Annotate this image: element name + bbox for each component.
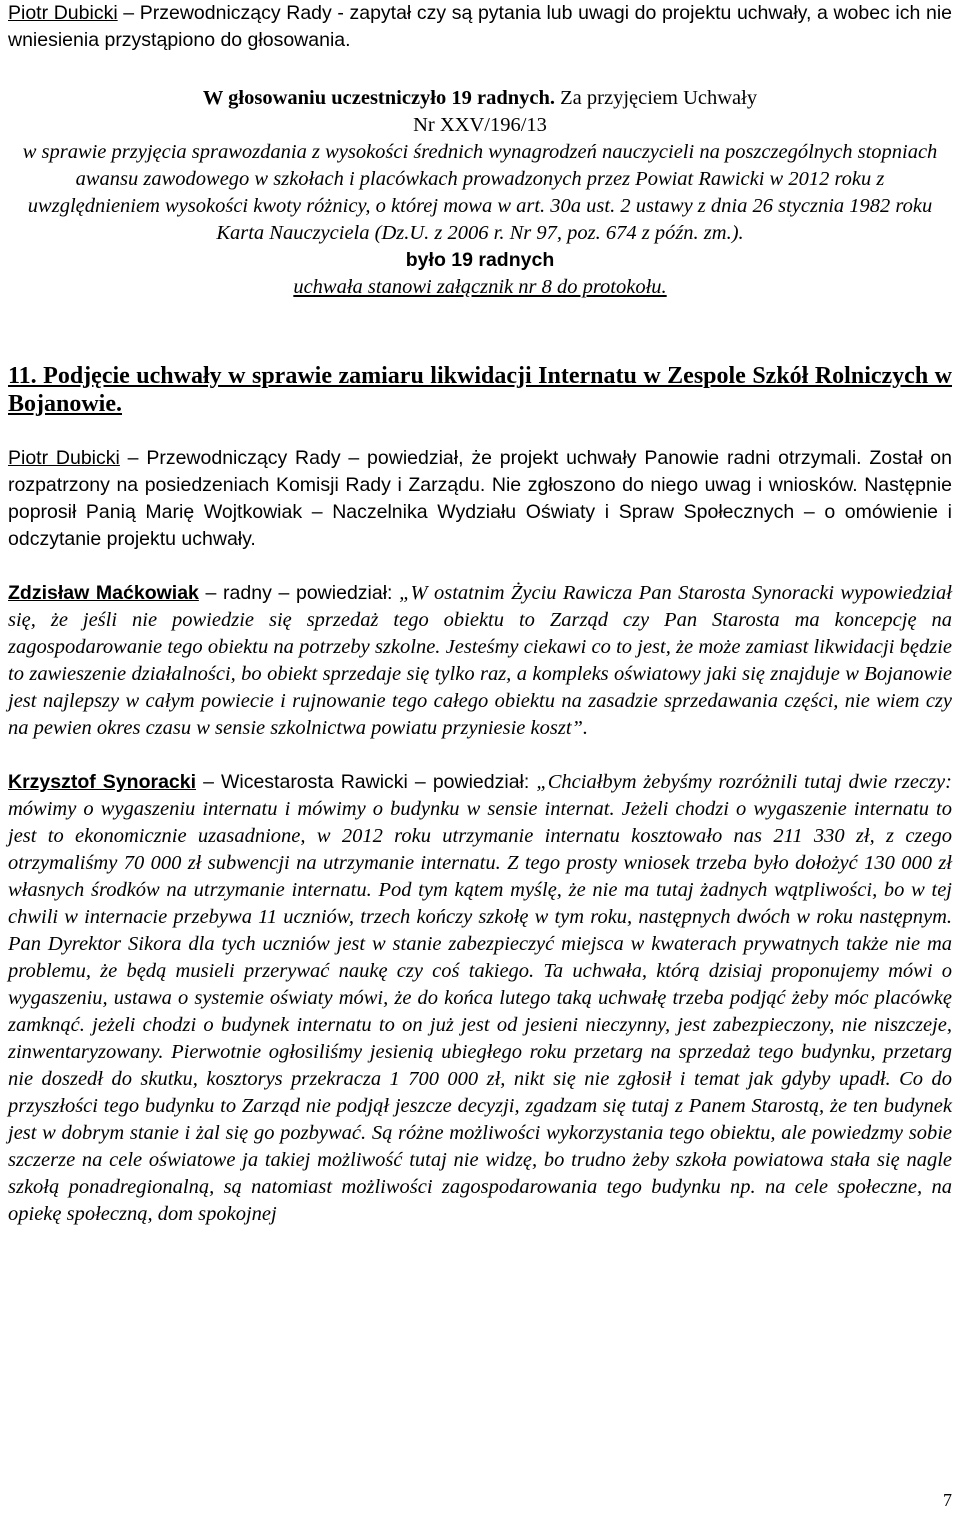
speaker-role: – Wicestarosta Rawicki – powiedział: [196, 771, 537, 793]
quoted-statement: „Chciałbym żebyśmy rozróżnili tutaj dwie rzeczy: mówimy o wygaszeniu internatu i mówimy o budynku w sensie internat. Jeżeli chodzi o wygaszenie internatu to jest to ekonomicznie uzasadnione, w 2012 roku utrzymanie internatu kosztowało nas 211 330 zł, z czego otrzymaliśmy 70 000 zł subwencji na utrzymanie internatu. Z tego prosty wniosek trzeba było dołożyć 130 000 zł własnych środków na utrzymanie internatu. Pod tym kątem myślę, że nie ma tutaj żadnych wątpliwości, bo w tej chwili w internacie przebywa 11 uczniów, trzech kończy szkołę w tym roku, następnych dwóch w roku następnym. Pan Dyrektor Sikora dla tych uczniów jest w stanie zabezpieczyć miejsca w kwaterach prywatnych także nie ma problemu, że będą musieli przerywać naukę czy coś takiego. Ta uchwała, którą dzisiaj proponujemy mówi o wygaszeniu, ustawa o systemie oświaty mówi, że do końca lutego taką uchwałę trzeba podjąć żeby móc placówkę zamknąć. jeżeli chodzi o budynek internatu to on już jest od jesieni nieczynny, jest zabezpieczony, nie niszczeje, zinwentaryzowany. Pierwotnie ogłosiliśmy jesienią ubiegłego roku przetarg na sprzedaż tego budynku, przetarg nie doszedł do skutku, kosztorys przekracza 1 700 000 zł, nikt się nie zgłosił i temat jak gdyby upadł. Co do przyszłości tego budynku to Zarząd nie podjął jeszcze decyzji, zgadzam się tutaj z Panem Starostą, że ten budynek jest w dobrym stanie i żal się go pozbywać. Są różne możliwości wykorzystania tego obiektu, ale powiedzmy sobie szczerze na cele oświatowe ja takiej możliwość tutaj nie widzę, bo trudno żeby szkoła powiatowa stała się nagle szkołą ponadregionalną, są natomiast możliwości zagospodarowania tego budynku np. na cele społeczne, na opiekę społeczną, dom spokojnej [8, 771, 952, 1225]
paragraph-text: – Przewodniczący Rady - zapytał czy są pytania lub uwagi do projektu uchwały, a wobec ich nie wniesienia przystąpiono do głosowania. [8, 2, 952, 51]
speaker-name: Zdzisław Maćkowiak [8, 582, 199, 604]
resolution-subject: w sprawie przyjęcia sprawozdania z wysokości średnich wynagrodzeń nauczycieli na poszczególnych stopniach awansu zawodowego w szkołach i placówkach prowadzonych przez Powiat Rawicki w 2012 roku z uwzględnieniem wysokości kwoty różnicy, o której mowa w art. 30a ust. 2 ustawy z dnia 26 stycznia 1982 roku Karta Nauczyciela (Dz.U. z 2006 r. Nr 97, poz. 674 z późn. zm.). [22, 141, 938, 244]
paragraph-synoracki [8, 769, 952, 1228]
speaker-name: Krzysztof Synoracki [8, 771, 197, 793]
resolution-attachment: uchwała stanowi załącznik nr 8 do protokołu. [293, 276, 667, 298]
paragraph-chairman-project [8, 445, 952, 553]
vote-participants: W głosowaniu uczestniczyło 19 radnych. [202, 87, 556, 109]
resolution-number: Nr XXV/196/13 [413, 114, 547, 136]
paragraph-text: – Przewodniczący Rady – powiedział, że projekt uchwały Panowie radni otrzymali. Został on rozpatrzony na posiedzeniach Komisji Rady i Zarządu. Nie zgłoszono do niego uwag i wniosków. Następnie poprosił Panią Marię Wojtkowiak – Naczelnika Wydziału Oświaty i Spraw Społecznych – o omówienie i odczytanie projektu uchwały. [8, 447, 952, 550]
section-heading: 11. Podjęcie uchwały w sprawie zamiaru likwidacji Internatu w Zespole Szkół Rolniczych w Bojanowie. [8, 363, 952, 417]
document-page [8, 0, 952, 1228]
speaker-name: Piotr Dubicki [8, 2, 118, 24]
paragraph-mackowiak [8, 580, 952, 742]
page-number: 7 [943, 1490, 952, 1510]
speaker-role: – radny – powiedział: [198, 582, 400, 604]
speaker-name: Piotr Dubicki [8, 447, 120, 469]
quoted-statement: „W ostatnim Życiu Rawicza Pan Starosta Synoracki wypowiedział się, że jeśli nie powiedzie się sprzedaż tego obiektu to Zarząd czy Pan Starosta ma koncepcję na zagospodarowanie tego obiektu na potrzeby szkolne. Jesteśmy ciekawi co to jest, że może zamiast likwidacji będzie to zawieszenie działalności, bo obiekt sprzedaje się tylko raz, a kompleks oświatowy jaki się znajduje w Bojanowie jest najlepszy w całym powiecie i rujnowanie tego całego obiektu na zasadzie sprzedawania części, nie wiem czy na pewien okres czasu w sensie szkolnictwa powiatu przyniesie koszt”. [8, 582, 953, 739]
resolution-votes: było 19 radnych [405, 249, 555, 271]
paragraph-chairman-question [8, 0, 952, 54]
resolution-intro: Za przyjęciem Uchwały [555, 87, 758, 109]
vote-summary-line [8, 85, 952, 112]
